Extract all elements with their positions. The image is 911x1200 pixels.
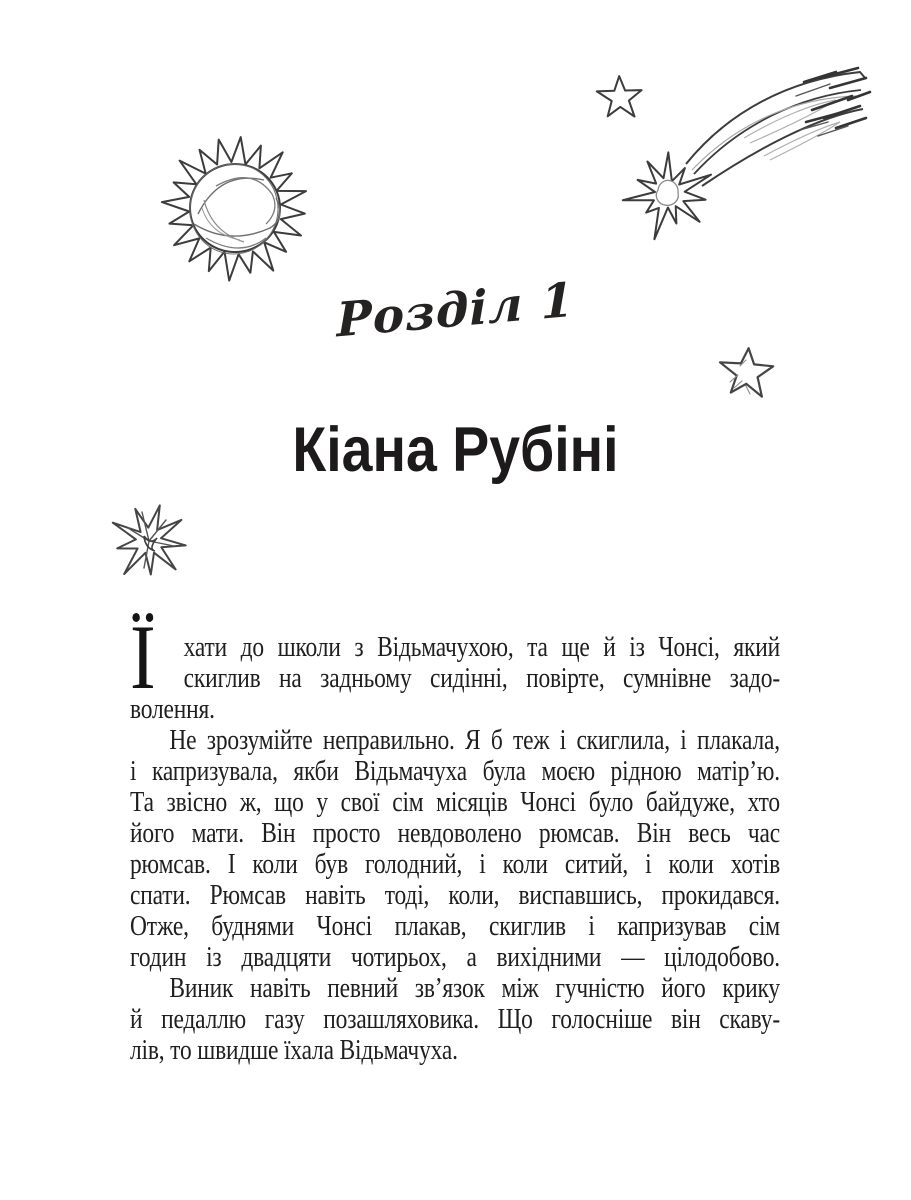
five-point-star-doodle — [710, 342, 786, 408]
text-line: Не зрозумійте неправильно. Я б теж і скиглила, і плакала, — [169, 725, 780, 756]
starburst-doodle — [104, 500, 196, 584]
text-line: лів, то швидше їхала Відьмачуха. — [130, 1035, 458, 1066]
body-text-column — [130, 606, 780, 1066]
text-line: й педаллю газу позашляховика. Що голосніше він скаву- — [130, 1004, 780, 1035]
paragraph — [130, 606, 780, 725]
small-star-doodle — [597, 76, 642, 116]
drop-cap: Ї — [130, 606, 156, 708]
chapter-title: Кіана Рубіні — [292, 415, 619, 485]
text-line: Виник навіть певний зв’язок між гучністю його крику — [169, 973, 780, 1004]
paragraph — [130, 725, 780, 973]
text-line: волення. — [130, 694, 215, 725]
paragraph — [130, 973, 780, 1066]
text-line: Отже, буднями Чонсі плакав, скиглив і капризував сім — [130, 911, 780, 942]
sun-doodle — [160, 136, 320, 288]
text-line: хати до школи з Відьмачухою, та ще й із Чонсі, який — [183, 632, 780, 663]
text-line: і капризувала, якби Відьмачуха була моєю рідною матір’ю. — [130, 756, 780, 787]
text-line: спати. Рюмсав навіть тоді, коли, виспавшись, прокидався. — [130, 880, 780, 911]
text-line: Та звісно ж, що у свої сім місяців Чонсі було байдуже, хто — [130, 787, 780, 818]
text-line: його мати. Він просто невдоволено рюмсав. Він весь час — [130, 818, 780, 849]
text-line: скиглив на задньому сидінні, повірте, сумнівне задо- — [183, 663, 780, 694]
text-line: годин із двадцяти чотирьох, а вихідними — цілодобово. — [130, 942, 780, 973]
text-line: рюмсав. І коли був голодний, і коли ситий, і коли хотів — [130, 849, 780, 880]
shooting-star-doodle — [568, 52, 880, 242]
chapter-heading: Розділ 1 — [336, 272, 575, 349]
body-text — [130, 606, 780, 1066]
